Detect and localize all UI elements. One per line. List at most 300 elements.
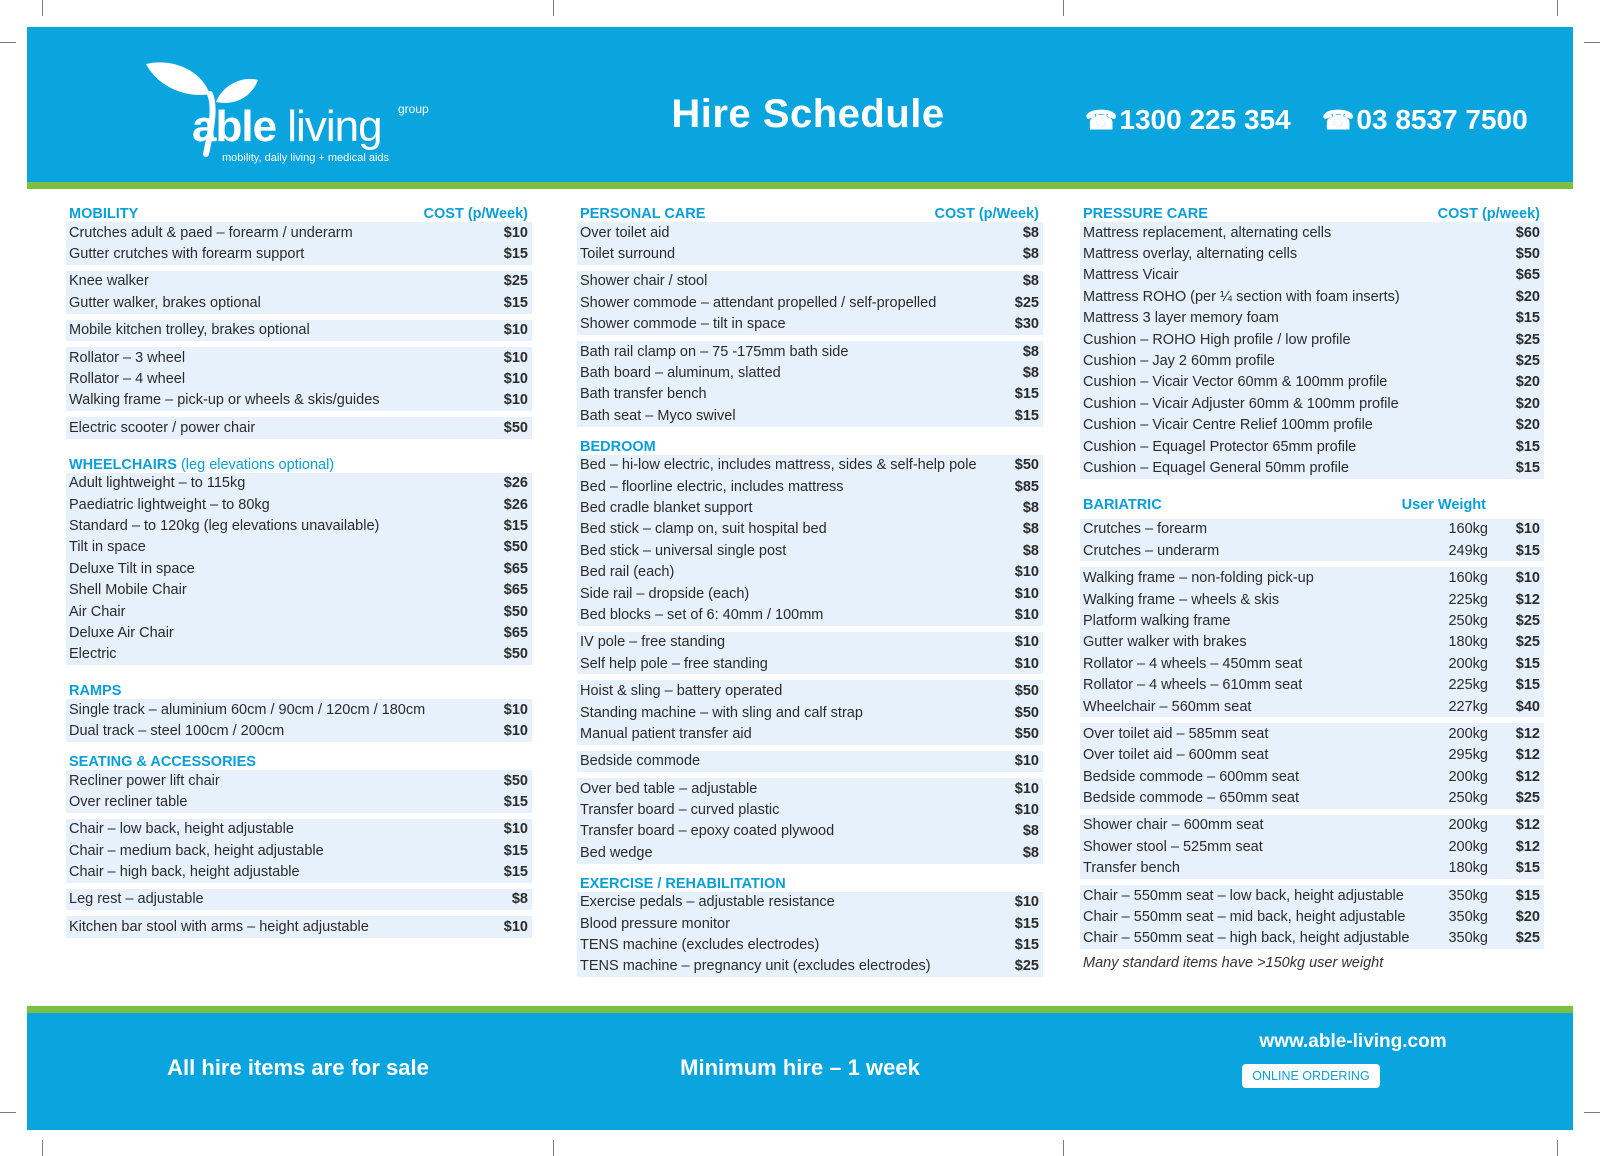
item-price: $15 [503,842,528,859]
item-name: Gutter crutches with forearm support [69,246,305,263]
item-row [66,347,532,368]
item-name: Gutter walker, brakes optional [69,294,261,311]
item-row [1080,519,1544,540]
item-price: $15 [1014,937,1039,954]
item-price: $8 [1022,224,1039,241]
item-name: Bed – floorline electric, includes mattress [580,478,844,495]
item-name: Over bed table – adjustable [580,780,758,797]
website-link[interactable]: www.able-living.com [1259,1031,1447,1052]
item-row [577,519,1043,540]
item-name: Wheelchair – 560mm seat [1083,698,1252,715]
item-name: Toilet surround [580,246,676,263]
item-group [577,751,1043,772]
item-name: Rollator – 3 wheel [69,349,186,366]
item-price: $20 [1515,288,1540,305]
item-row [577,540,1043,561]
item-row [1080,745,1544,766]
item-price: $12 [1515,725,1540,742]
item-row [577,632,1043,653]
item-row [1080,415,1544,436]
item-name: Cushion – Equagel Protector 65mm profile [1083,438,1357,455]
item-row [66,601,532,622]
item-row [1080,243,1544,264]
item-name: Walking frame – pick-up or wheels & skis/guides [69,392,380,409]
item-group [1080,815,1544,879]
item-price: $10 [1014,802,1039,819]
item-name: Standard – to 120kg (leg elevations unavailable) [69,517,380,534]
item-price: $15 [1014,915,1039,932]
item-price: $50 [503,603,528,620]
item-name: Mattress 3 layer memory foam [1083,310,1279,327]
item-row [66,770,532,791]
item-row [1080,610,1544,631]
phone-number-1-text: 1300 225 354 [1119,104,1291,135]
item-weight: 200kg [1448,725,1488,742]
item-name: Cushion – Vicair Vector 60mm & 100mm profile [1083,374,1388,391]
item-name: Rollator – 4 wheels – 450mm seat [1083,655,1303,672]
item-price: $25 [1515,790,1540,807]
item-row [66,819,532,840]
item-price: $10 [503,392,528,409]
item-price: $10 [1014,780,1039,797]
item-row [1080,766,1544,787]
item-price: $65 [503,560,528,577]
minimum-hire-notice: Minimum hire – 1 week [680,1055,920,1080]
item-row [1080,858,1544,879]
item-name: Cushion – ROHO High profile / low profile [1083,331,1351,348]
item-name: Crutches – forearm [1083,521,1208,538]
section-heading-mobility [66,200,532,222]
item-name: Bed stick – universal single post [580,542,787,559]
item-row [1080,723,1544,744]
item-weight: 350kg [1448,887,1488,904]
item-row [1080,372,1544,393]
item-name: Chair – low back, height adjustable [69,821,294,838]
item-price: $50 [503,539,528,556]
item-price: $20 [1515,417,1540,434]
item-price: $20 [1515,395,1540,412]
item-row [1080,696,1544,717]
item-group [66,271,532,314]
section-seating [66,770,532,938]
item-price: $85 [1014,478,1039,495]
brand-name [192,104,382,150]
item-weight: 350kg [1448,909,1488,926]
item-price: $8 [1022,499,1039,516]
item-row [66,320,532,341]
item-row [66,537,532,558]
item-row [66,720,532,741]
item-name: Rollator – 4 wheels – 610mm seat [1083,677,1303,694]
item-name: Cushion – Equagel General 50mm profile [1083,459,1349,476]
item-price: $10 [503,701,528,718]
item-row [1080,836,1544,857]
item-row [1080,436,1544,457]
item-price: $25 [1014,958,1039,975]
item-group [577,778,1043,864]
item-group [66,347,532,411]
column-right [1080,200,1544,971]
phone-number-1[interactable] [1085,104,1291,136]
item-price: $8 [1022,542,1039,559]
item-name: Deluxe Air Chair [69,624,174,641]
item-row [1080,906,1544,927]
item-price: $15 [503,246,528,263]
item-name: Shower stool – 525mm seat [1083,838,1263,855]
item-row [1080,885,1544,906]
item-group [66,417,532,438]
item-price: $50 [1014,683,1039,700]
item-weight: 200kg [1448,817,1488,834]
item-group [577,680,1043,744]
item-price: $10 [1014,606,1039,623]
item-row [577,956,1043,977]
item-row [577,913,1043,934]
item-row [66,417,532,438]
bariatric-footnote: Many standard items have >150kg user weight [1083,955,1384,972]
section-title: EXERCISE / REHABILITATION [580,875,786,892]
item-row [577,702,1043,723]
item-row [577,821,1043,842]
column-left [66,200,532,944]
item-weight: 225kg [1448,677,1488,694]
item-group [66,770,532,813]
for-sale-notice: All hire items are for sale [167,1055,429,1080]
item-name: Cushion – Jay 2 60mm profile [1083,353,1275,370]
item-row [577,362,1043,383]
item-row [1080,540,1544,561]
item-name: Chair – medium back, height adjustable [69,842,324,859]
item-row [66,840,532,861]
item-price: $10 [503,371,528,388]
item-row [1080,457,1544,478]
item-price: $10 [1515,570,1540,587]
item-group [577,341,1043,427]
online-ordering-button[interactable]: ONLINE ORDERING [1242,1064,1380,1088]
item-price: $15 [1515,860,1540,877]
section-heading-pressure-care [1080,200,1544,222]
item-price: $26 [503,475,528,492]
item-name: Deluxe Tilt in space [69,560,195,577]
item-name: IV pole – free standing [580,634,726,651]
item-row [577,341,1043,362]
cost-label: COST (p/Week) [934,206,1039,222]
item-row [1080,393,1544,414]
item-price: $65 [1515,267,1540,284]
section-title: SEATING & ACCESSORIES [69,753,256,770]
item-price: $50 [503,419,528,436]
item-name: Blood pressure monitor [580,915,730,932]
item-price: $50 [503,772,528,789]
phone-number-2[interactable] [1322,104,1528,136]
item-price: $30 [1014,316,1039,333]
item-row [66,644,532,665]
item-name: Shower chair – 600mm seat [1083,817,1264,834]
section-heading-bariatric [1080,491,1544,513]
item-group [66,473,532,666]
item-name: Kitchen bar stool with arms – height adjustable [69,918,369,935]
item-row [577,778,1043,799]
item-row [577,799,1043,820]
item-name: Bath seat – Myco swivel [580,407,736,424]
item-price: $50 [1014,704,1039,721]
item-name: Paediatric lightweight – to 80kg [69,496,270,513]
item-price: $15 [503,294,528,311]
item-price: $25 [1515,331,1540,348]
item-name: Over recliner table [69,793,188,810]
item-row [66,473,532,494]
item-price: $20 [1515,909,1540,926]
item-name: Knee walker [69,273,149,290]
item-row [66,699,532,720]
section-heading-ramps [66,677,532,699]
cost-label: COST (p/week) [1437,206,1540,222]
item-group [577,222,1043,265]
item-name: Dual track – steel 100cm / 200cm [69,723,285,740]
item-name: Mattress replacement, alternating cells [1083,224,1332,241]
item-group [66,889,532,910]
item-price: $15 [1515,677,1540,694]
telephone-icon: ☎ [1085,105,1118,135]
item-price: $12 [1515,591,1540,608]
item-price: $12 [1515,747,1540,764]
item-name: Side rail – dropside (each) [580,585,750,602]
item-group [66,222,532,265]
item-row [1080,632,1544,653]
item-price: $15 [503,517,528,534]
item-row [66,515,532,536]
item-price: $15 [1014,407,1039,424]
item-price: $25 [1515,353,1540,370]
item-row [66,292,532,313]
footer-accent-stripe [27,1006,1573,1013]
item-row [577,271,1043,292]
item-name: Bed wedge [580,844,653,861]
item-row [577,405,1043,426]
item-row [577,604,1043,625]
item-price: $10 [503,349,528,366]
page-title: Hire Schedule [671,92,945,136]
item-row [66,558,532,579]
item-price: $15 [503,793,528,810]
item-price: $15 [1515,542,1540,559]
item-name: Shower commode – tilt in space [580,316,786,333]
item-weight: 250kg [1448,612,1488,629]
item-row [66,271,532,292]
item-price: $25 [503,273,528,290]
item-name: Chair – high back, height adjustable [69,864,300,881]
item-row [1080,787,1544,808]
item-price: $50 [1515,246,1540,263]
header-accent-stripe [27,182,1573,189]
item-price: $10 [1014,564,1039,581]
item-price: $50 [503,646,528,663]
item-row [66,579,532,600]
item-group [66,320,532,341]
section-ramps [66,699,532,742]
item-name: Walking frame – wheels & skis [1083,591,1280,608]
user-weight-label: User Weight [1401,496,1486,513]
item-name: Shower chair / stool [580,273,708,290]
item-name: Bedside commode – 600mm seat [1083,768,1299,785]
item-price: $12 [1515,817,1540,834]
item-price: $15 [1515,310,1540,327]
section-bedroom [577,455,1043,864]
item-weight: 249kg [1448,542,1488,559]
section-heading-personal-care [577,200,1043,222]
item-name: Exercise pedals – adjustable resistance [580,894,835,911]
section-title: RAMPS [69,683,122,700]
item-name: Walking frame – non-folding pick-up [1083,570,1314,587]
item-name: Mattress ROHO (per ¼ section with foam inserts) [1083,288,1400,305]
item-name: Bath transfer bench [580,386,707,403]
section-title: BARIATRIC [1083,496,1162,513]
item-name: Recliner power lift chair [69,772,220,789]
item-price: $8 [511,891,528,908]
item-price: $10 [1014,753,1039,770]
item-price: $12 [1515,768,1540,785]
item-row [577,653,1043,674]
item-row [1080,567,1544,588]
item-row [1080,308,1544,329]
item-name: Over toilet aid [580,224,670,241]
item-name: Crutches – underarm [1083,542,1220,559]
item-row [66,494,532,515]
item-row [1080,653,1544,674]
item-price: $10 [503,918,528,935]
brand-group-label: group [398,102,429,116]
item-group [1080,222,1544,479]
item-price: $25 [1515,612,1540,629]
item-weight: 180kg [1448,634,1488,651]
item-row [66,622,532,643]
item-weight: 200kg [1448,768,1488,785]
section-bariatric [1080,519,1544,949]
item-row [66,243,532,264]
section-heading-seating [66,748,532,770]
item-price: $8 [1022,521,1039,538]
item-row [577,680,1043,701]
section-heading-wheelchairs [66,451,532,473]
item-weight: 225kg [1448,591,1488,608]
item-price: $20 [1515,374,1540,391]
item-name: Bedside commode [580,753,701,770]
item-name: Air Chair [69,603,126,620]
item-name: Bedside commode – 650mm seat [1083,790,1299,807]
item-name: Transfer bench [1083,860,1180,877]
item-name: TENS machine – pregnancy unit (excludes electrodes) [580,958,931,975]
item-name: Hoist & sling – battery operated [580,683,783,700]
item-name: Transfer board – epoxy coated plywood [580,823,835,840]
item-name: Mobile kitchen trolley, brakes optional [69,322,310,339]
item-name: Rollator – 4 wheel [69,371,186,388]
item-row [66,390,532,411]
item-price: $15 [1515,655,1540,672]
item-price: $12 [1515,838,1540,855]
item-price: $10 [503,821,528,838]
item-row [577,934,1043,955]
section-title: WHEELCHAIRS [69,456,177,473]
section-title: BEDROOM [580,438,656,455]
item-row [577,314,1043,335]
item-weight: 350kg [1448,930,1488,947]
item-price: $50 [1014,457,1039,474]
item-price: $8 [1022,246,1039,263]
item-row [577,497,1043,518]
item-row [1080,815,1544,836]
item-name: Single track – aluminium 60cm / 90cm / 120cm / 180cm [69,701,426,718]
item-price: $10 [1014,894,1039,911]
item-price: $65 [503,624,528,641]
item-group [1080,885,1544,949]
item-name: Over toilet aid – 600mm seat [1083,747,1269,764]
item-row [577,476,1043,497]
brand-logo [140,58,440,168]
item-weight: 160kg [1448,570,1488,587]
item-row [577,384,1043,405]
item-price: $10 [1014,655,1039,672]
section-note: (leg elevations optional) [176,456,335,473]
item-price: $10 [503,224,528,241]
item-name: Bed blocks – set of 6: 40mm / 100mm [580,606,824,623]
item-row [577,243,1043,264]
item-name: Bed stick – clamp on, suit hospital bed [580,521,827,538]
item-name: Chair – 550mm seat – low back, height adjustable [1083,887,1404,904]
section-title: PERSONAL CARE [580,206,706,222]
section-pressure-care [1080,222,1544,479]
item-price: $50 [1014,725,1039,742]
item-row [577,751,1043,772]
item-group [577,271,1043,335]
item-row [1080,329,1544,350]
item-name: Manual patient transfer aid [580,725,752,742]
item-name: Electric scooter / power chair [69,419,256,436]
section-wheelchairs [66,473,532,666]
item-name: Standing machine – with sling and calf strap [580,704,863,721]
item-price: $15 [1515,438,1540,455]
item-price: $15 [1515,459,1540,476]
item-price: $40 [1515,698,1540,715]
item-name: Shell Mobile Chair [69,582,187,599]
item-row [577,583,1043,604]
item-name: Platform walking frame [1083,612,1231,629]
item-weight: 295kg [1448,747,1488,764]
item-name: Transfer board – curved plastic [580,802,780,819]
item-group [1080,723,1544,809]
item-weight: 227kg [1448,698,1488,715]
item-name: Over toilet aid – 585mm seat [1083,725,1269,742]
item-weight: 180kg [1448,860,1488,877]
item-row [1080,589,1544,610]
item-name: Leg rest – adjustable [69,891,204,908]
item-name: Mattress overlay, alternating cells [1083,246,1298,263]
item-name: Crutches adult & paed – forearm / underarm [69,224,353,241]
item-row [66,916,532,937]
item-row [577,842,1043,863]
item-name: Cushion – Vicair Adjuster 60mm & 100mm profile [1083,395,1399,412]
item-price: $10 [1014,585,1039,602]
item-row [577,222,1043,243]
item-group [66,819,532,883]
item-weight: 160kg [1448,521,1488,538]
section-exercise [577,892,1043,978]
item-price: $8 [1022,365,1039,382]
item-row [1080,265,1544,286]
item-name: Electric [69,646,117,663]
item-price: $10 [1014,634,1039,651]
item-name: Bath rail clamp on – 75 -175mm bath side [580,343,849,360]
phone-number-2-text: 03 8537 7500 [1356,104,1528,135]
